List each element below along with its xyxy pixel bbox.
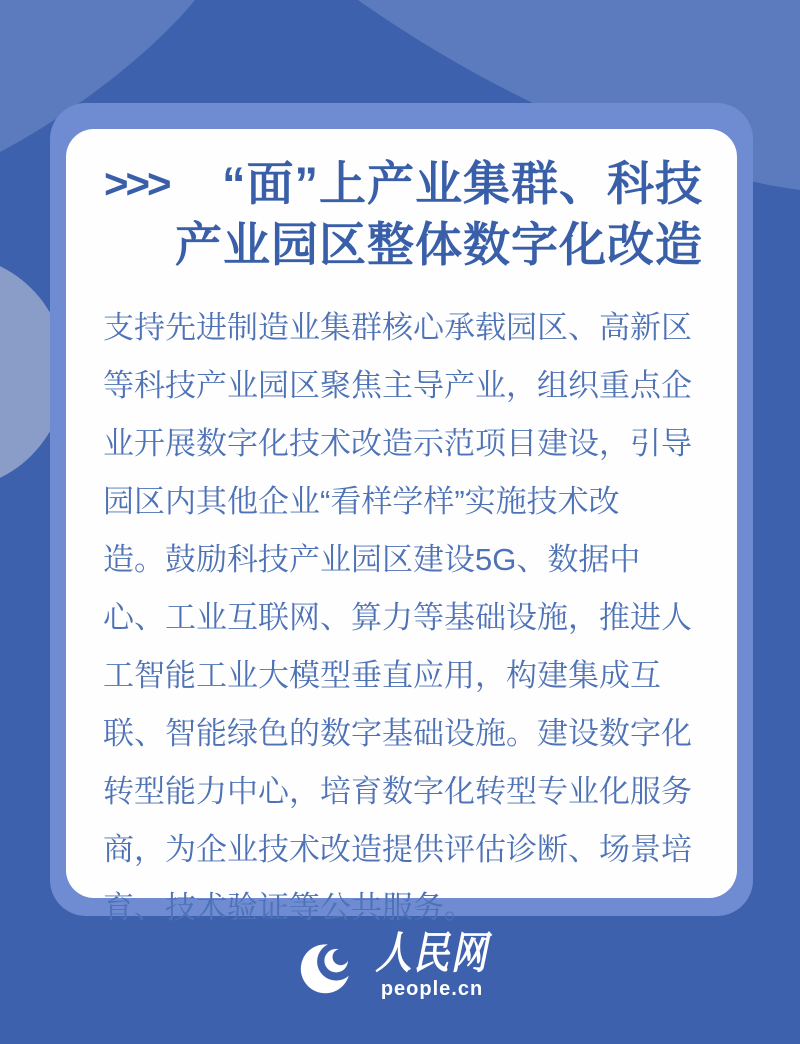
body-text: [103, 299, 709, 937]
body-line: 心、工业互联网、算力等基础设施，推进人: [103, 600, 692, 635]
logo-text-en: people.cn: [380, 978, 484, 1000]
people-cn-logo: [0, 930, 800, 1000]
body-line: 育、技术验证等公共服务。: [103, 890, 475, 925]
title-block: [104, 153, 703, 275]
body-line: 造。鼓励科技产业园区建设5G、数据中: [103, 542, 641, 577]
title-line-2: 产业园区整体数字化改造: [175, 218, 703, 271]
page-title: [169, 153, 703, 275]
body-line: 业开展数字化技术改造示范项目建设，引导: [103, 426, 692, 461]
body-line: 联、智能绿色的数字基础设施。建设数字化: [103, 716, 692, 751]
body-line: 转型能力中心，培育数字化转型专业化服务: [103, 774, 692, 809]
body-line: 工智能工业大模型垂直应用，构建集成互: [103, 658, 661, 693]
logo-text-cn: 人民网: [375, 929, 489, 978]
body-line: 园区内其他企业“看样学样”实施技术改: [103, 484, 620, 519]
body-line: 等科技产业园区聚焦主导产业，组织重点企: [103, 368, 692, 403]
chevrons-marker: >>>: [104, 160, 169, 207]
content-card: [66, 129, 737, 925]
body-line: 支持先进制造业集群核心承载园区、高新区: [103, 310, 692, 345]
people-cn-crescent-icon: [299, 936, 357, 998]
title-line-1: “面”上产业集群、科技: [222, 157, 703, 210]
body-line: 商，为企业技术改造提供评估诊断、场景培: [103, 832, 692, 867]
logo-text-block: [363, 930, 501, 1000]
